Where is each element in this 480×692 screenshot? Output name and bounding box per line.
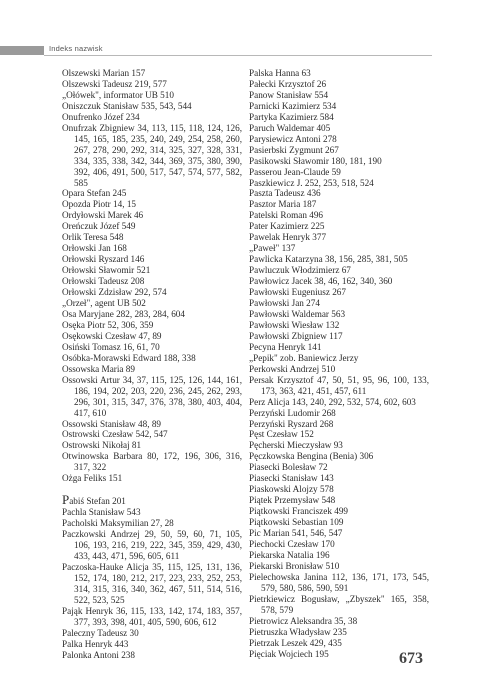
letter-section-gap <box>62 484 242 495</box>
index-entry: Paszkiewicz J. 252, 253, 518, 524 <box>249 177 374 188</box>
index-entry: Palonka Antoni 238 <box>62 649 135 660</box>
index-entry: Partyka Kazimierz 584 <box>249 111 334 122</box>
index-entry: Piątkowski Sebastian 109 <box>249 517 344 528</box>
index-entry: Pachla Stanisław 543 <box>62 507 141 518</box>
index-entry: Paczkowski Andrzej 29, 50, 59, 60, 71, 105, 106, 193, 216, 219, 222, 345, 359, 429, 430, 433, 443, 471, 596, 605, 611 <box>62 529 242 561</box>
index-entry: Orłowski Ryszard 146 <box>62 254 145 265</box>
index-entry: Pietrkiewicz Bogusław, „Zbyszek" 165, 358, 578, 579 <box>249 593 429 615</box>
index-entry: Passerou Jean-Claude 59 <box>249 166 341 177</box>
index-entry: Piekarski Bronisław 510 <box>249 560 340 571</box>
index-entry: Panow Stanisław 554 <box>249 89 329 100</box>
index-entry: Piasecki Stanisław 143 <box>249 473 334 484</box>
header-rule <box>44 55 432 56</box>
index-entry: Pęcherski Mieczysław 93 <box>249 440 343 451</box>
index-entry: Pietrowicz Aleksandra 35, 38 <box>249 615 358 626</box>
running-header: Indeks nazwisk <box>49 44 103 53</box>
index-entry: Ossowski Stanisław 48, 89 <box>62 418 162 429</box>
index-entry: Ożga Feliks 151 <box>62 473 123 484</box>
index-entry: Pater Kazimierz 225 <box>249 221 325 232</box>
index-entry: Piechocki Czesław 170 <box>249 538 335 549</box>
index-entry: Osękowski Czesław 47, 89 <box>62 330 162 341</box>
index-entry: Pawluczuk Włodzimierz 67 <box>249 265 351 276</box>
index-entry: Perzyński Ludomir 268 <box>249 407 336 418</box>
index-entry: Pic Marian 541, 546, 547 <box>249 528 343 539</box>
header-accent-bar <box>0 46 44 55</box>
index-entry: Orłowski Sławomir 521 <box>62 265 151 276</box>
index-entry: Perkowski Andrzej 510 <box>249 363 336 374</box>
index-entry: Pałecki Krzysztof 26 <box>249 78 327 89</box>
page-number: 673 <box>399 650 423 667</box>
index-entry: Ostrowski Nikołaj 81 <box>62 440 142 451</box>
index-entry: Pawłowski Waldemar 563 <box>249 308 346 319</box>
index-entry: Olszewski Marian 157 <box>62 68 146 78</box>
index-entry: Otwinowska Barbara 80, 172, 196, 306, 316, 317, 322 <box>62 451 242 473</box>
index-entry: Piaskowski Alojzy 578 <box>249 484 334 495</box>
index-entry: Opozda Piotr 14, 15 <box>62 199 137 210</box>
index-entry: Ostrowski Czesław 542, 547 <box>62 429 168 440</box>
index-entry: Osa Maryjane 282, 283, 284, 604 <box>62 308 185 319</box>
index-column-left <box>62 68 242 660</box>
index-entry: Pawłowski Zbigniew 117 <box>249 330 343 341</box>
index-entry: Pawłowicz Jacek 38, 46, 162, 340, 360 <box>249 276 393 287</box>
index-entry: Ossowski Artur 34, 37, 115, 125, 126, 144, 161, 186, 194, 202, 203, 220, 236, 245, 262, 293, 296, 301, 315, 347, 376, 378, 380, 403, 404, 417, 610 <box>62 374 242 418</box>
index-entry: Pawlicka Katarzyna 38, 156, 285, 381, 505 <box>249 254 408 265</box>
index-entry: Paszta Tadeusz 436 <box>249 188 321 199</box>
index-entry: Ordyłowski Marek 46 <box>62 210 144 221</box>
index-entry: Piątkowski Franciszek 499 <box>249 506 349 517</box>
index-entry: Parnicki Kazimierz 534 <box>249 100 337 111</box>
index-entry: Pacholski Maksymilian 27, 28 <box>62 518 174 529</box>
index-entry: Paruch Waldemar 405 <box>249 122 331 133</box>
index-entry: Pawłowski Eugeniusz 267 <box>249 287 346 298</box>
index-entry: Oreńczuk Józef 549 <box>62 221 136 232</box>
index-entry: Paleczny Tadeusz 30 <box>62 627 139 638</box>
index-column-right <box>249 68 429 659</box>
index-entry: Pecyna Henryk 141 <box>249 341 322 352</box>
index-entry: Pielechowska Janina 112, 136, 171, 173, 545, 579, 580, 586, 590, 591 <box>249 571 429 593</box>
index-entry: Orlik Teresa 548 <box>62 232 124 243</box>
index-entry: Orłowski Tadeusz 208 <box>62 276 145 287</box>
index-entry: Osiński Tomasz 16, 61, 70 <box>62 341 160 352</box>
index-entry: Onufrenko Józef 234 <box>62 111 140 122</box>
index-entry: Osóbka-Morawski Edward 188, 338 <box>62 352 196 363</box>
index-entry: Pawłowski Wiesław 132 <box>249 319 340 330</box>
index-entry: Patelski Roman 496 <box>249 210 324 221</box>
index-entry: Piekarska Natalia 196 <box>249 549 330 560</box>
index-entry: Pasierbski Zygmunt 267 <box>249 144 339 155</box>
index-entry: Pasikowski Sławomir 180, 181, 190 <box>249 155 382 166</box>
index-entry: Paczoska-Hauke Alicja 35, 115, 125, 131, 136, 152, 174, 180, 212, 217, 223, 233, 252, 253, 314, 315, 316, 340, 362, 467, 511, 514, 516, 522, 523, 525 <box>62 561 242 605</box>
index-entry: Pęczkowska Bengina (Benia) 306 <box>249 451 374 462</box>
index-entry: Palska Hanna 63 <box>249 68 311 78</box>
index-entry: Piątek Przemysław 548 <box>249 495 336 506</box>
index-entry: Pietruszka Władysław 235 <box>249 626 347 637</box>
index-entry: Piasecki Bolesław 72 <box>249 462 328 473</box>
index-entry: Osęka Piotr 52, 306, 359 <box>62 319 154 330</box>
index-entry: Parysiewicz Antoni 278 <box>249 133 337 144</box>
index-entry: Pietrzak Leszek 429, 435 <box>249 637 342 648</box>
index-entry: „Orzeł", agent UB 502 <box>62 298 146 309</box>
index-entry: Perz Alicja 143, 240, 292, 532, 574, 602, 603 <box>249 396 416 407</box>
index-entry: Pawelak Henryk 377 <box>249 232 327 243</box>
index-entry: Pawłowski Jan 274 <box>249 298 320 309</box>
index-entry: Persak Krzysztof 47, 50, 51, 95, 96, 100, 133, 173, 363, 421, 451, 457, 611 <box>249 374 429 396</box>
index-entry: „Paweł" 137 <box>249 243 296 254</box>
index-entry: Pabiś Stefan 201 <box>62 492 126 508</box>
index-entry: Ossowska Maria 89 <box>62 363 135 374</box>
index-entry: Pięciak Wojciech 195 <box>249 648 329 659</box>
index-entry: Onufrzak Zbigniew 34, 113, 115, 118, 124, 126, 145, 165, 185, 235, 240, 249, 254, 258, 260, 267, 278, 290, 292, 314, 325, 327, 328, 331, 334, 335, 338, 342, 344, 369, 375, 380, 390, 392, 406, 491, 500, 517, 547, 574, 577, 582, 585 <box>62 122 242 188</box>
index-entry: Pasztor Maria 187 <box>249 199 317 210</box>
index-entry: Perzyński Ryszard 268 <box>249 418 334 429</box>
index-entry: „Ołówek", informator UB 510 <box>62 89 174 100</box>
index-entry: Olszewski Tadeusz 219, 577 <box>62 78 167 89</box>
index-entry: Palka Henryk 443 <box>62 638 129 649</box>
index-entry: Oniszczuk Stanisław 535, 543, 544 <box>62 100 192 111</box>
index-entry: Orłowski Jan 168 <box>62 243 127 254</box>
index-entry: Pęst Czesław 152 <box>249 429 314 440</box>
index-entry: Opara Stefan 245 <box>62 188 127 199</box>
index-entry: Orłowski Zdzisław 292, 574 <box>62 287 167 298</box>
index-entry: Pająk Henryk 36, 115, 133, 142, 174, 183, 357, 377, 393, 398, 401, 405, 590, 606, 612 <box>62 605 242 627</box>
index-entry: „Pepik" zob. Baniewicz Jerzy <box>249 352 359 363</box>
